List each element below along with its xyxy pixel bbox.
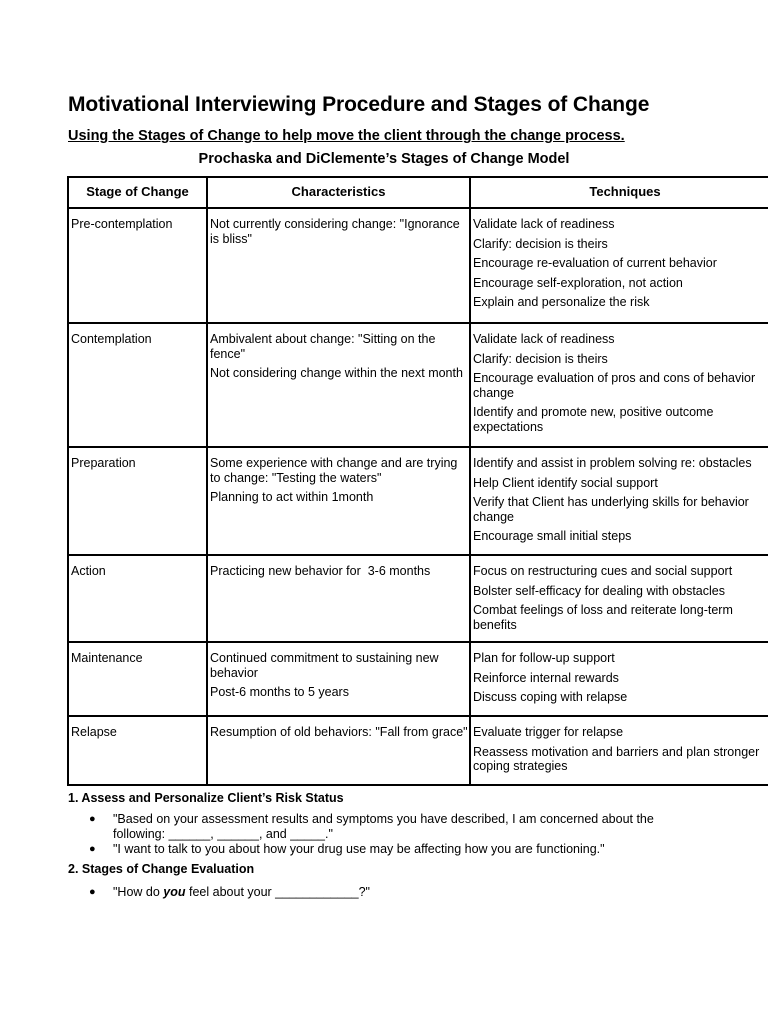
characteristic-text: Continued commitment to sustaining new behavior xyxy=(210,651,439,680)
technique-text: Plan for follow-up support xyxy=(473,651,615,665)
stage-cell: Maintenance xyxy=(68,642,207,716)
technique-text: Encourage re-evaluation of current behavior xyxy=(473,256,717,270)
technique-text: Reassess motivation and barriers and plan stronger coping strategies xyxy=(473,744,760,773)
bullet-text: "Based on your assessment results and symptoms you have described, I am concerned about the following: ______, ______, and _____." xyxy=(113,812,654,841)
technique-text: Reinforce internal rewards xyxy=(473,670,619,685)
stage-cell: Pre-contemplation xyxy=(68,208,207,323)
header-techniques: Techniques xyxy=(470,177,768,208)
characteristics-cell xyxy=(207,323,470,447)
stages-evaluation-bullets xyxy=(68,885,688,901)
technique-text: Discuss coping with relapse xyxy=(473,690,628,704)
technique-text: Explain and personalize the risk xyxy=(473,295,650,309)
model-heading: Prochaska and DiClemente’s Stages of Change Model xyxy=(198,151,570,167)
stage-cell: Action xyxy=(68,555,207,642)
stage-cell: Preparation xyxy=(68,447,207,555)
technique-text: Validate lack of readiness xyxy=(473,332,615,346)
technique-text: Combat feelings of loss and reiterate long-term benefits xyxy=(473,603,733,632)
technique-text: Clarify: decision is theirs xyxy=(473,351,608,366)
list-item xyxy=(68,885,688,900)
characteristics-cell xyxy=(207,208,470,323)
technique-text: Evaluate trigger for relapse xyxy=(473,725,624,739)
technique-text: Focus on restructuring cues and social support xyxy=(473,564,733,578)
bullet-icon: ● xyxy=(89,886,96,898)
stage-cell: Contemplation xyxy=(68,323,207,447)
document-title: Motivational Interviewing Procedure and Stages of Change xyxy=(68,93,650,116)
techniques-cell xyxy=(470,642,768,716)
characteristics-cell xyxy=(207,716,470,785)
characteristic-text: Post-6 months to 5 years xyxy=(210,685,349,699)
section-heading-risk-status: 1. Assess and Personalize Client’s Risk Status xyxy=(68,791,344,805)
techniques-cell xyxy=(470,323,768,447)
stages-table xyxy=(67,176,768,786)
bullet-text-start: "How do xyxy=(113,885,164,899)
bullet-text-emphasis: you xyxy=(163,885,186,899)
characteristic-text: Practicing new behavior for 3-6 months xyxy=(210,564,431,578)
bullet-text-end: feel about your ____________?" xyxy=(185,885,370,899)
table-row xyxy=(68,323,768,447)
document-subtitle: Using the Stages of Change to help move the client through the change process. xyxy=(68,128,625,144)
technique-text: Identify and assist in problem solving re: obstacles xyxy=(473,456,752,470)
technique-text: Encourage small initial steps xyxy=(473,529,632,543)
table-header-row xyxy=(68,177,768,208)
techniques-cell xyxy=(470,208,768,323)
table-row xyxy=(68,555,768,642)
table-row xyxy=(68,447,768,555)
table-row xyxy=(68,208,768,323)
list-item xyxy=(68,812,688,841)
technique-text: Encourage self-exploration, not action xyxy=(473,275,683,290)
techniques-cell xyxy=(470,447,768,555)
stage-cell: Relapse xyxy=(68,716,207,785)
bullet-text: "I want to talk to you about how your drug use may be affecting how you are functioning." xyxy=(113,842,605,856)
technique-text: Clarify: decision is theirs xyxy=(473,236,608,251)
bullet-icon: ● xyxy=(89,813,96,825)
section-heading-stages-evaluation: 2. Stages of Change Evaluation xyxy=(68,862,255,876)
characteristics-cell xyxy=(207,447,470,555)
technique-text: Identify and promote new, positive outcome expectations xyxy=(473,405,714,434)
characteristic-text: Not considering change within the next month xyxy=(210,366,463,380)
header-stage: Stage of Change xyxy=(68,177,207,208)
risk-status-bullets xyxy=(68,812,688,858)
characteristic-text: Resumption of old behaviors: "Fall from grace" xyxy=(210,725,468,739)
characteristic-text: Some experience with change and are trying to change: "Testing the waters" xyxy=(210,456,458,485)
list-item xyxy=(68,842,688,857)
techniques-cell xyxy=(470,716,768,785)
technique-text: Bolster self-efficacy for dealing with obstacles xyxy=(473,583,725,598)
table-row xyxy=(68,642,768,716)
header-characteristics: Characteristics xyxy=(207,177,470,208)
bullet-icon: ● xyxy=(89,843,96,855)
technique-text: Help Client identify social support xyxy=(473,475,658,490)
characteristics-cell xyxy=(207,555,470,642)
technique-text: Encourage evaluation of pros and cons of behavior change xyxy=(473,371,756,400)
characteristic-text: Not currently considering change: "Ignorance is bliss" xyxy=(210,217,460,246)
characteristic-text: Ambivalent about change: "Sitting on the fence" xyxy=(210,332,436,361)
techniques-cell xyxy=(470,555,768,642)
technique-text: Verify that Client has underlying skills for behavior change xyxy=(473,495,749,524)
table-row xyxy=(68,716,768,785)
technique-text: Validate lack of readiness xyxy=(473,217,615,231)
characteristics-cell xyxy=(207,642,470,716)
characteristic-text: Planning to act within 1month xyxy=(210,490,374,504)
